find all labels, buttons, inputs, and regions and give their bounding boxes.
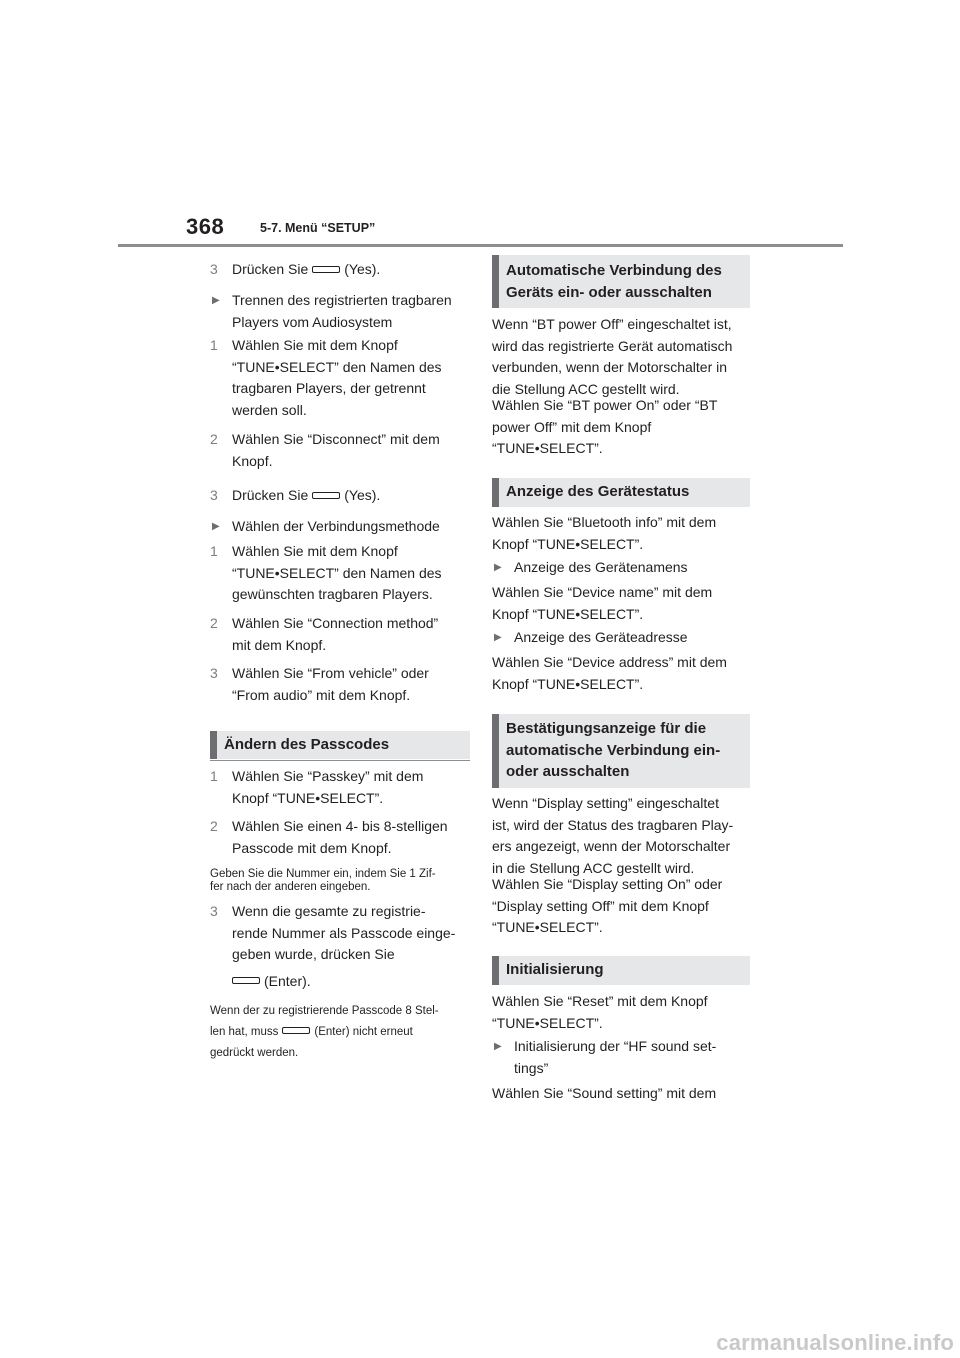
step-line: mit dem Knopf. — [232, 636, 327, 653]
step-number: 3 — [210, 487, 218, 503]
step-line: Wenn die gesamte zu registrie- — [232, 903, 426, 919]
heading-underline — [210, 760, 470, 761]
step-line: Wählen Sie “Disconnect” mit dem — [232, 431, 440, 447]
button-symbol — [312, 266, 340, 273]
text-line: Knopf “TUNE•SELECT”. — [492, 675, 644, 692]
text-line: Wählen Sie “Sound setting” mit dem — [492, 1085, 717, 1101]
triangle-bullet-icon: ▶ — [494, 562, 502, 573]
note-eight-digits — [210, 1001, 472, 1064]
subheading-line: Anzeige des Geräteadresse — [514, 629, 688, 645]
step-press-enter — [210, 901, 455, 992]
subheading-line: tings” — [514, 1059, 549, 1076]
button-symbol — [282, 1027, 310, 1034]
step-press-yes-1 — [210, 259, 380, 281]
step-line: Wählen Sie “Connection method” — [232, 615, 439, 631]
text-line: “TUNE•SELECT”. — [492, 919, 603, 935]
heading-line: oder ausschalten — [506, 763, 630, 780]
step-text-after: (Yes). — [344, 487, 381, 503]
text-line: wird das registrierte Gerät automatisch — [492, 337, 733, 354]
step-number: 1 — [210, 337, 218, 353]
text-line: ist, wird der Status des tragbaren Play- — [492, 816, 734, 833]
paragraph-display-setting — [492, 793, 733, 879]
paragraph-sound-setting — [492, 1083, 716, 1105]
paragraph-display-setting-select — [492, 874, 722, 939]
step-line: Wählen Sie einen 4- bis 8-stelligen — [232, 818, 448, 834]
button-symbol — [232, 977, 260, 984]
step-text-after: (Yes). — [344, 261, 381, 277]
step-line: “From audio” mit dem Knopf. — [232, 686, 411, 703]
text-line: “Display setting Off” mit dem Knopf — [492, 897, 709, 914]
text-line: Wählen Sie “Bluetooth info” mit dem — [492, 514, 717, 530]
step-number: 2 — [210, 818, 218, 834]
note-line: gedrückt werden. — [210, 1047, 299, 1059]
step-number: 3 — [210, 903, 218, 919]
step-line: Wählen Sie mit dem Knopf — [232, 543, 398, 559]
step-number: 1 — [210, 543, 218, 559]
step-line: “TUNE•SELECT” den Namen des — [232, 564, 442, 581]
step-number: 3 — [210, 665, 218, 681]
text-line: verbunden, wenn der Motorschalter in — [492, 359, 728, 375]
step-text: Drücken Sie — [232, 261, 309, 277]
step-line: gewünschten tragbaren Players. — [232, 586, 433, 602]
step-connection-method — [210, 613, 438, 656]
heading-text: Ändern des Passcodes — [224, 736, 390, 753]
heading-initialization — [492, 956, 750, 985]
button-symbol — [312, 492, 340, 499]
subheading-hf-sound — [494, 1036, 716, 1079]
text-line: die Stellung ACC gestellt wird. — [492, 380, 680, 397]
note-line: Wenn der zu registrierende Passcode 8 Stel- — [210, 1005, 439, 1017]
heading-text: Anzeige des Gerätestatus — [506, 483, 690, 500]
note-enter-digits — [210, 868, 472, 894]
subheading-line: Initialisierung der “HF sound set- — [514, 1038, 717, 1054]
subheading-line: Trennen des registrierten tragbaren — [232, 292, 452, 308]
step-line: Knopf “TUNE•SELECT”. — [232, 789, 384, 806]
triangle-bullet-icon: ▶ — [494, 1041, 502, 1052]
step-text: Drücken Sie — [232, 487, 309, 503]
text-line: in die Stellung ACC gestellt wird. — [492, 859, 695, 876]
step-line: Passcode mit dem Knopf. — [232, 839, 392, 856]
paragraph-bt-power-select — [492, 395, 717, 460]
text-line: Knopf “TUNE•SELECT”. — [492, 535, 644, 552]
text-line: ers angezeigt, wenn der Motorschalter — [492, 838, 731, 854]
subheading-connection-method — [212, 516, 440, 538]
heading-line: Geräts ein- oder ausschalten — [506, 283, 712, 301]
step-number: 2 — [210, 615, 218, 631]
subheading-disconnect — [212, 290, 452, 333]
header-rule — [118, 244, 843, 247]
step-line: “TUNE•SELECT” den Namen des — [232, 358, 442, 375]
heading-line: automatische Verbindung ein- — [506, 741, 721, 759]
watermark-logo: carmanualsonline.info — [716, 1330, 954, 1355]
step-line: Wählen Sie mit dem Knopf — [232, 337, 398, 353]
text-line: Wählen Sie “BT power On” oder “BT — [492, 397, 718, 413]
step-line: werden soll. — [232, 401, 307, 418]
triangle-bullet-icon: ▶ — [212, 521, 220, 532]
step-enter-label: (Enter). — [264, 972, 311, 989]
paragraph-reset — [492, 991, 708, 1034]
text-line: “TUNE•SELECT”. — [492, 1014, 603, 1031]
section-title: 5-7. Menü “SETUP” — [260, 221, 376, 235]
text-line: power Off” mit dem Knopf — [492, 418, 652, 435]
step-number: 1 — [210, 768, 218, 784]
step-line: Wählen Sie “From vehicle” oder — [232, 665, 429, 681]
text-line: Wenn “Display setting” eingeschaltet — [492, 795, 719, 811]
step-line: rende Nummer als Passcode einge- — [232, 924, 456, 941]
step-line: tragbaren Players, der getrennt — [232, 380, 426, 396]
triangle-bullet-icon: ▶ — [212, 295, 220, 306]
step-line: Knopf. — [232, 452, 273, 469]
step-number: 3 — [210, 261, 218, 277]
text-line: “TUNE•SELECT”. — [492, 440, 603, 456]
note-line: fer nach der anderen eingeben. — [210, 881, 371, 893]
text-line: Knopf “TUNE•SELECT”. — [492, 605, 644, 622]
text-line: Wählen Sie “Device address” mit dem — [492, 654, 727, 670]
paragraph-device-name — [492, 582, 712, 625]
subheading-line: Wählen der Verbindungsmethode — [232, 518, 440, 534]
triangle-bullet-icon: ▶ — [494, 632, 502, 643]
paragraph-bluetooth-info — [492, 512, 716, 555]
text-line: Wenn “BT power Off” eingeschaltet ist, — [492, 316, 732, 332]
note-line: len hat, muss — [210, 1026, 279, 1038]
note-line: Geben Sie die Nummer ein, indem Sie 1 Zif- — [210, 868, 436, 880]
step-enter-passcode — [210, 816, 448, 859]
heading-display-confirmation — [492, 714, 750, 788]
step-from-vehicle — [210, 663, 429, 706]
heading-line: Automatische Verbindung des — [506, 262, 722, 279]
paragraph-device-address — [492, 652, 727, 695]
step-number: 2 — [210, 431, 218, 447]
paragraph-bt-power — [492, 314, 732, 400]
heading-auto-connect — [492, 255, 750, 308]
step-select-player — [210, 335, 442, 421]
subheading-device-address — [494, 627, 688, 649]
text-line: Wählen Sie “Device name” mit dem — [492, 584, 713, 600]
step-line: geben wurde, drücken Sie — [232, 946, 395, 962]
subheading-line: Anzeige des Gerätenamens — [514, 559, 688, 575]
heading-change-passcode — [210, 731, 470, 759]
text-line: Wählen Sie “Display setting On” oder — [492, 876, 723, 892]
text-line: Wählen Sie “Reset” mit dem Knopf — [492, 993, 708, 1009]
subheading-device-name — [494, 557, 688, 579]
subheading-line: Players vom Audiosystem — [232, 313, 393, 330]
step-passkey — [210, 766, 423, 809]
heading-line: Bestätigungsanzeige für die — [506, 720, 707, 737]
step-disconnect — [210, 429, 440, 472]
heading-text: Initialisierung — [506, 961, 604, 978]
heading-device-status — [492, 478, 750, 507]
step-press-yes-2 — [210, 485, 380, 507]
step-select-desired-player — [210, 541, 442, 606]
note-line: (Enter) nicht erneut — [314, 1026, 413, 1038]
page-number: 368 — [186, 214, 225, 239]
step-line: Wählen Sie “Passkey” mit dem — [232, 768, 424, 784]
